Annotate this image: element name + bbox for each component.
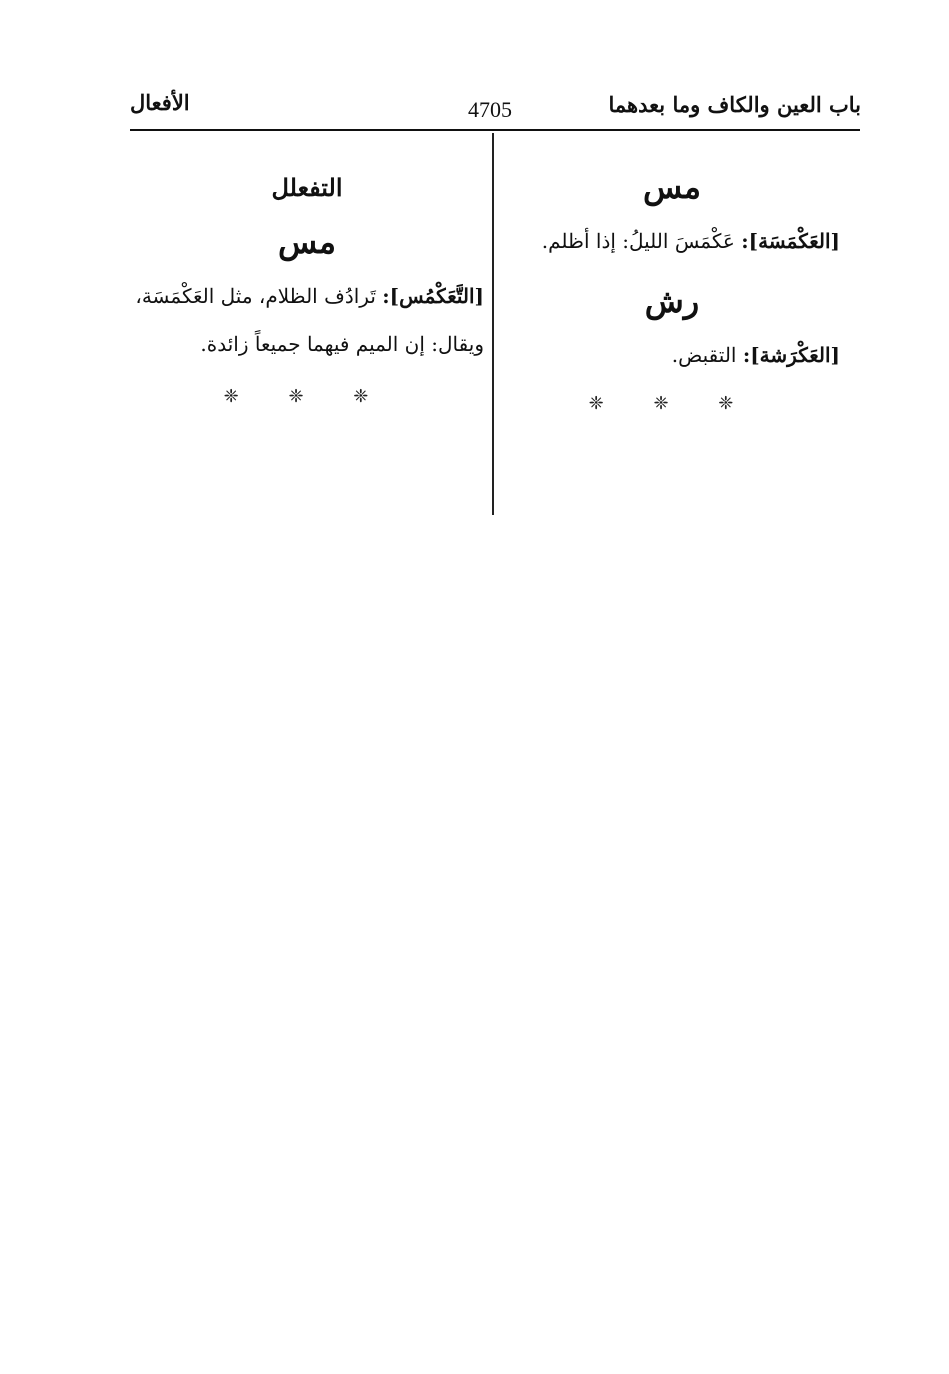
separator-stars: ❈ ❈ ❈ — [588, 393, 756, 414]
entry-headword: [العَكْرَشة]: — [742, 343, 840, 367]
header-rule — [130, 129, 860, 131]
root-heading: مس — [643, 168, 701, 206]
section-running-title: الأفعال — [130, 90, 190, 115]
root-heading: مس — [278, 223, 336, 261]
dictionary-entry — [130, 272, 484, 368]
dictionary-entry — [504, 217, 840, 265]
chapter-title: باب العين والكاف وما بعدهما — [608, 92, 861, 117]
separator-stars: ❈ ❈ ❈ — [223, 386, 391, 407]
root-heading: رش — [644, 282, 700, 320]
left-column — [130, 165, 484, 407]
page-number: 4705 — [468, 97, 512, 122]
entry-definition: عَكْمَسَ الليلُ: إذا أظلم. — [541, 229, 742, 253]
page-header — [0, 0, 949, 140]
entry-headword: [التَّعَكْمُس]: — [382, 284, 484, 308]
entry-definition: التقبض. — [671, 343, 743, 367]
column-divider — [492, 133, 494, 515]
right-column — [504, 165, 840, 414]
entry-definition: تَرادُف الظلام، مثل العَكْمَسَة، ويقال: إن الميم فيهما جميعاً زائدة. — [135, 284, 484, 356]
section-heading: التفعلل — [271, 173, 343, 202]
entry-headword: [العَكْمَسَة]: — [741, 229, 840, 253]
dictionary-entry — [504, 331, 840, 379]
